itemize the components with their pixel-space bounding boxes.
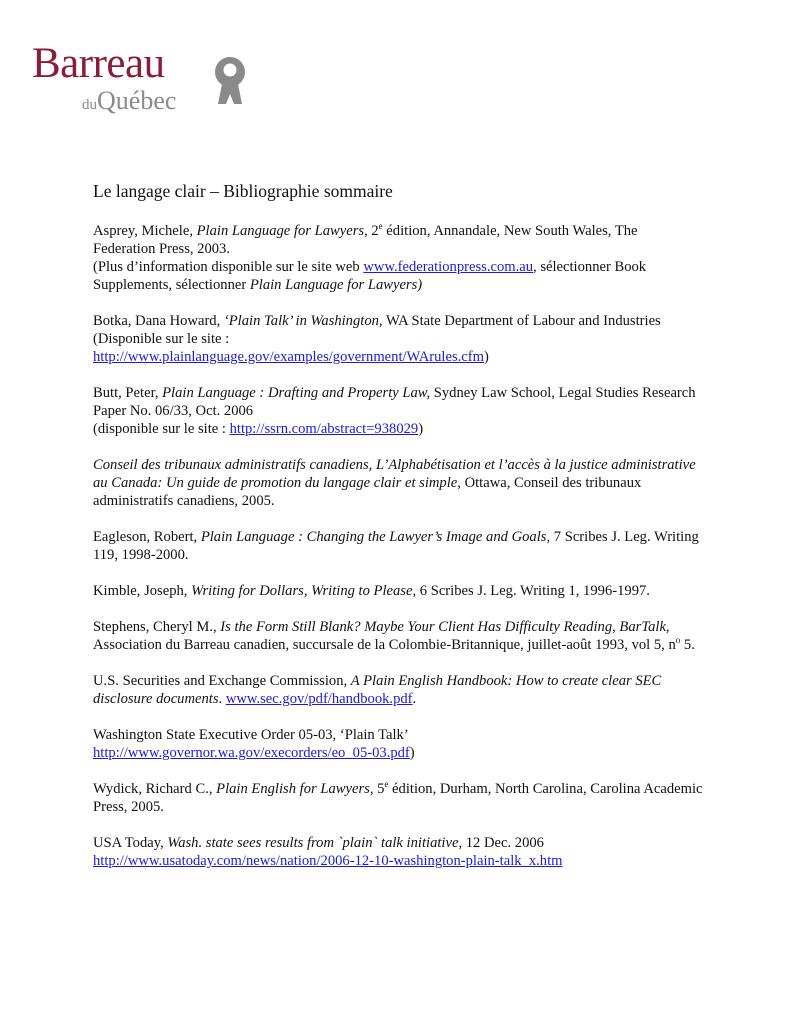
logo-place: Québec <box>97 86 177 115</box>
entry-wydick: Wydick, Richard C., Plain English for Lawyers, 5e édition, Durham, North Carolina, Carolina Academic Press, 2005. <box>93 779 703 815</box>
sec-handbook-link[interactable]: www.sec.gov/pdf/handbook.pdf <box>225 691 413 707</box>
entry-conseil: Conseil des tribunaux administratifs canadiens, L’Alphabétisation et l’accès à la justice administrative au Canada: Un guide de promotion du langage clair et simple, Ottawa, Conseil des tribunaux administratifs canadiens, 2005. <box>93 457 696 509</box>
barreau-logo <box>32 40 262 115</box>
entry-washington: Washington State Executive Order 05-03, ‘Plain Talk’ http://www.governor.wa.gov/execorders/eo_05-03.pdf) <box>93 727 415 761</box>
entry-kimble: Kimble, Joseph, Writing for Dollars, Writing to Please, 6 Scribes J. Leg. Writing 1, 1996-1997. <box>93 583 650 599</box>
entry-butt: Butt, Peter, Plain Language : Drafting and Property Law, Sydney Law School, Legal Studies Research Paper No. 06/33, Oct. 2006 (disponible sur le site : http://ssrn.com/abstract=938029) <box>93 385 696 437</box>
logo-wordmark: Barreau <box>32 40 165 87</box>
entry-botka: Botka, Dana Howard, ‘Plain Talk’ in Washington, WA State Department of Labour and Industries (Disponible sur le site : http://www.plainlanguage.gov/examples/government/WArules.cfm) <box>93 313 661 365</box>
entry-asprey: Asprey, Michele, Plain Language for Lawyers, 2e édition, Annandale, New South Wales, The Federation Press, 2003. (Plus d’information disponible sur le site web www.federationpress.com.au, sélectionner Book Supplements, sélectionner Plain Language for Lawyers) <box>93 221 647 293</box>
ssrn-link[interactable]: http://ssrn.com/abstract=938029 <box>229 421 419 437</box>
governor-wa-link[interactable]: http://www.governor.wa.gov/execorders/eo_05-03.pdf <box>93 745 410 761</box>
logo-subtitle <box>82 88 176 118</box>
usatoday-link[interactable]: http://www.usatoday.com/news/nation/2006-12-10-washington-plain-talk_x.htm <box>93 853 563 869</box>
federationpress-link[interactable]: www.federationpress.com.au <box>363 259 534 275</box>
entry-sec: U.S. Securities and Exchange Commission, A Plain English Handbook: How to create clear SEC disclosure documents. www.sec.gov/pdf/handbook.pdf. <box>93 673 662 707</box>
entry-usatoday: USA Today, Wash. state sees results from `plain` talk initiative, 12 Dec. 2006 http://www.usatoday.com/news/nation/2006-12-10-washington-plain-talk_x.htm <box>93 835 563 869</box>
barreau-emblem-icon <box>212 54 248 106</box>
page-title: Le langage clair – Bibliographie sommaire <box>93 181 393 201</box>
bibliography <box>93 180 703 888</box>
logo-du: du <box>82 97 97 113</box>
plainlanguage-link[interactable]: http://www.plainlanguage.gov/examples/government/WArules.cfm <box>93 349 484 365</box>
entry-eagleson: Eagleson, Robert, Plain Language : Changing the Lawyer’s Image and Goals, 7 Scribes J. Leg. Writing 119, 1998-2000. <box>93 529 699 563</box>
entry-stephens: Stephens, Cheryl M., Is the Form Still Blank? Maybe Your Client Has Difficulty Reading, BarTalk, Association du Barreau canadien, succursale de la Colombie-Britannique, juillet-août 1993, vol 5, $n^o$ 5. <box>93 619 695 653</box>
